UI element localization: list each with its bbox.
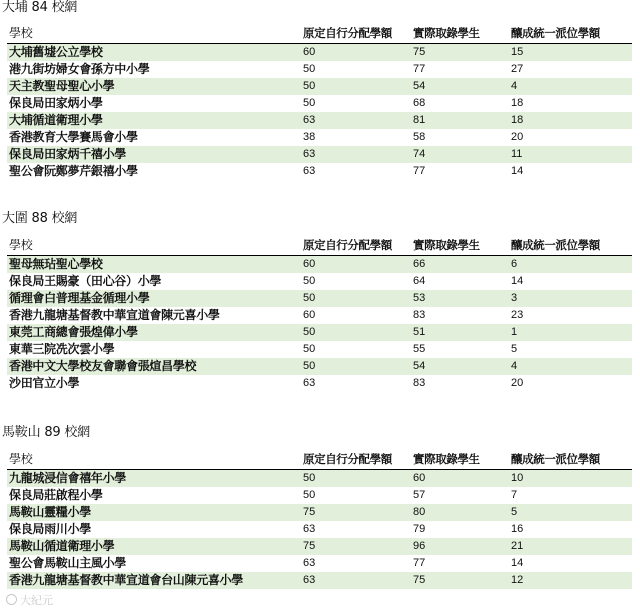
- resulting-cpa-places: 23: [511, 309, 524, 321]
- table-row: [7, 95, 632, 112]
- school-name: 九龍城浸信會禧年小學: [7, 470, 301, 488]
- resulting-cpa-places: 27: [511, 63, 524, 75]
- original-quota: 50: [303, 343, 316, 355]
- original-quota: 50: [301, 324, 411, 341]
- original-quota: 63: [303, 557, 316, 569]
- actual-admitted: 79: [413, 523, 426, 535]
- original-quota: 75: [301, 538, 411, 555]
- original-quota: 63: [303, 165, 316, 177]
- header-original-quota: 原定自行分配學額: [301, 450, 411, 470]
- original-quota: 60: [301, 256, 411, 274]
- school-name: 大埔循道衛理小學: [7, 112, 301, 129]
- resulting-cpa-places: 4: [509, 78, 632, 95]
- header-resulting-cpa-places: 釀成統一派位學額: [509, 24, 632, 44]
- section-title: 大圍 88 校網: [2, 211, 78, 226]
- header-school: 學校: [7, 236, 301, 256]
- resulting-cpa-places: 3: [509, 290, 632, 307]
- actual-admitted: 81: [411, 112, 509, 129]
- school-name: 聖母無玷聖心學校: [7, 256, 301, 274]
- actual-admitted: 54: [411, 78, 509, 95]
- actual-admitted: 54: [411, 358, 509, 375]
- resulting-cpa-places: 14: [511, 275, 524, 287]
- table-row: [7, 375, 632, 392]
- actual-admitted: 75: [411, 572, 509, 589]
- header-school: 學校: [7, 450, 301, 470]
- table-row: [7, 555, 632, 572]
- resulting-cpa-places: 15: [509, 44, 632, 62]
- school-name: 保良局田家炳千禧小學: [7, 146, 301, 163]
- table-row: [7, 538, 632, 555]
- table-row: [7, 307, 632, 324]
- original-quota: 38: [303, 131, 316, 143]
- resulting-cpa-places: 12: [509, 572, 632, 589]
- school-name: 保良局雨川小學: [9, 522, 91, 536]
- school-name: 保良局王賜豪（田心谷）小學: [9, 274, 162, 288]
- table-row: [7, 290, 632, 307]
- original-quota: 63: [301, 112, 411, 129]
- header-actual-admitted: 實際取錄學生: [411, 450, 509, 470]
- table-row: [7, 341, 632, 358]
- table-row: [7, 61, 632, 78]
- original-quota: 50: [301, 290, 411, 307]
- table-row: [7, 78, 632, 95]
- school-name: 保良局田家炳小學: [9, 96, 103, 110]
- table-row: [7, 273, 632, 290]
- table-row: [7, 44, 632, 62]
- table-row: [7, 358, 632, 375]
- table-header-row: [7, 236, 632, 256]
- actual-admitted: 83: [413, 377, 426, 389]
- resulting-cpa-places: 20: [511, 131, 524, 143]
- table-row: [7, 256, 632, 274]
- table-row: [7, 470, 632, 488]
- school-name: 馬鞍山循道衛理小學: [7, 538, 301, 555]
- school-name: 聖公會馬鞍山主風小學: [9, 556, 127, 570]
- watermark: [6, 592, 53, 608]
- original-quota: 60: [301, 44, 411, 62]
- original-quota: 50: [301, 358, 411, 375]
- resulting-cpa-places: 4: [509, 358, 632, 375]
- school-name: 大埔舊墟公立學校: [7, 44, 301, 62]
- resulting-cpa-places: 1: [509, 324, 632, 341]
- original-quota: 63: [301, 572, 411, 589]
- school-name: 香港九龍塘基督教中華宣道會陳元喜小學: [9, 308, 220, 322]
- table-header-row: [7, 450, 632, 470]
- actual-admitted: 51: [411, 324, 509, 341]
- watermark-logo-icon: [6, 594, 17, 605]
- resulting-cpa-places: 11: [509, 146, 632, 163]
- school-name: 沙田官立小學: [9, 376, 80, 390]
- school-name: 東莞工商總會張煌偉小學: [7, 324, 301, 341]
- resulting-cpa-places: 7: [511, 489, 518, 501]
- actual-admitted: 80: [411, 504, 509, 521]
- school-name: 天主教聖母聖心小學: [7, 78, 301, 95]
- actual-admitted: 96: [411, 538, 509, 555]
- header-resulting-cpa-places: 釀成統一派位學額: [509, 236, 632, 256]
- actual-admitted: 60: [411, 470, 509, 488]
- table-row: [7, 572, 632, 589]
- school-name: 香港教育大學賽馬會小學: [9, 130, 138, 144]
- school-name: 保良局莊啟程小學: [9, 488, 103, 502]
- allocation-table: [7, 24, 632, 180]
- original-quota: 63: [301, 146, 411, 163]
- school-name: 馬鞍山靈糧小學: [7, 504, 301, 521]
- resulting-cpa-places: 14: [511, 165, 524, 177]
- original-quota: 50: [301, 78, 411, 95]
- table-row: [7, 129, 632, 146]
- original-quota: 50: [303, 275, 316, 287]
- table-row: [7, 324, 632, 341]
- actual-admitted: 55: [413, 343, 426, 355]
- table-row: [7, 487, 632, 504]
- actual-admitted: 64: [413, 275, 426, 287]
- header-original-quota: 原定自行分配學額: [301, 24, 411, 44]
- original-quota: 50: [303, 97, 316, 109]
- actual-admitted: 74: [411, 146, 509, 163]
- table-row: [7, 112, 632, 129]
- table-header-row: [7, 24, 632, 44]
- actual-admitted: 77: [413, 63, 426, 75]
- actual-admitted: 77: [413, 557, 426, 569]
- resulting-cpa-places: 10: [509, 470, 632, 488]
- allocation-table: [7, 450, 632, 589]
- resulting-cpa-places: 16: [511, 523, 524, 535]
- original-quota: 63: [303, 377, 316, 389]
- original-quota: 50: [303, 63, 316, 75]
- actual-admitted: 57: [413, 489, 426, 501]
- table-row: [7, 163, 632, 180]
- table-row: [7, 146, 632, 163]
- original-quota: 60: [303, 309, 316, 321]
- original-quota: 63: [303, 523, 316, 535]
- school-name: 循理會白普理基金循理小學: [7, 290, 301, 307]
- table-row: [7, 521, 632, 538]
- school-name: 東華三院冼次雲小學: [9, 342, 115, 356]
- school-name: 香港中文大學校友會聯會張煊昌學校: [7, 358, 301, 375]
- allocation-table: [7, 236, 632, 392]
- resulting-cpa-places: 5: [511, 343, 518, 355]
- table-row: [7, 504, 632, 521]
- section-title: 大埔 84 校網: [2, 0, 78, 15]
- resulting-cpa-places: 20: [511, 377, 524, 389]
- resulting-cpa-places: 5: [509, 504, 632, 521]
- header-actual-admitted: 實際取錄學生: [411, 24, 509, 44]
- actual-admitted: 83: [413, 309, 426, 321]
- header-school: 學校: [7, 24, 301, 44]
- header-resulting-cpa-places: 釀成統一派位學額: [509, 450, 632, 470]
- header-actual-admitted: 實際取錄學生: [411, 236, 509, 256]
- actual-admitted: 75: [411, 44, 509, 62]
- actual-admitted: 58: [413, 131, 426, 143]
- actual-admitted: 66: [411, 256, 509, 274]
- resulting-cpa-places: 6: [509, 256, 632, 274]
- school-name: 聖公會阮鄭夢芹銀禧小學: [9, 164, 138, 178]
- resulting-cpa-places: 18: [509, 112, 632, 129]
- school-name: 港九街坊婦女會孫方中小學: [9, 62, 150, 76]
- original-quota: 50: [303, 489, 316, 501]
- resulting-cpa-places: 14: [511, 557, 524, 569]
- actual-admitted: 53: [411, 290, 509, 307]
- actual-admitted: 68: [413, 97, 426, 109]
- original-quota: 50: [301, 470, 411, 488]
- original-quota: 75: [301, 504, 411, 521]
- watermark-text: 大紀元: [20, 594, 53, 607]
- header-original-quota: 原定自行分配學額: [301, 236, 411, 256]
- section-title: 馬鞍山 89 校網: [2, 425, 91, 440]
- school-name: 香港九龍塘基督教中華宣道會台山陳元喜小學: [7, 572, 301, 589]
- actual-admitted: 77: [413, 165, 426, 177]
- resulting-cpa-places: 21: [509, 538, 632, 555]
- resulting-cpa-places: 18: [511, 97, 524, 109]
